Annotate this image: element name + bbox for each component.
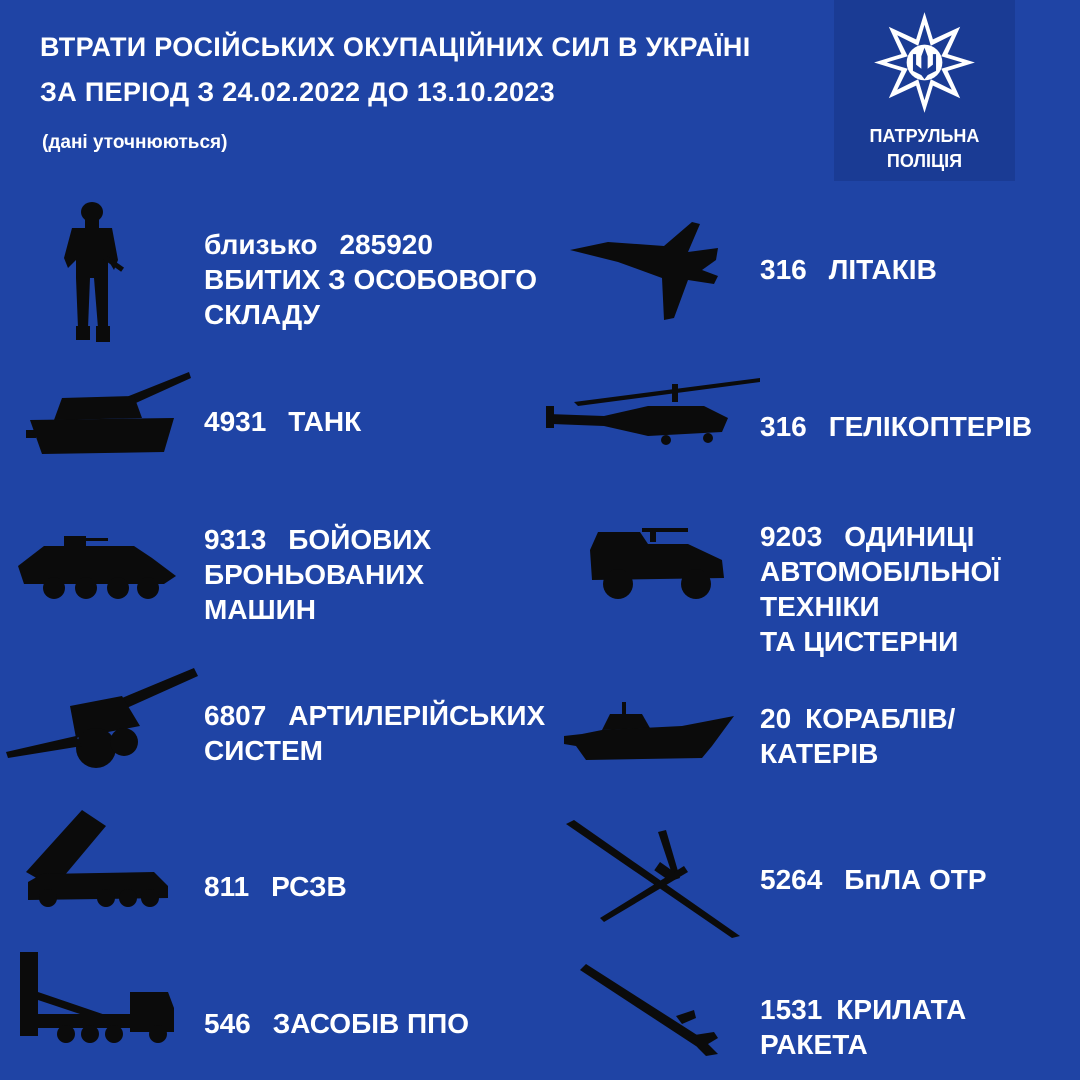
uav-value: 5264 xyxy=(760,864,823,895)
vehicles-value: 9203 xyxy=(760,521,823,552)
aircraft-value: 316 xyxy=(760,254,807,285)
helicopters-text xyxy=(760,409,1032,444)
uav-text xyxy=(760,862,987,897)
cruise-missiles-label-line-2: РАКЕТА xyxy=(760,1029,868,1060)
air-defense-label: ЗАСОБІВ ППО xyxy=(272,1008,470,1039)
mlrs-icon xyxy=(24,806,172,910)
title-line-2: ЗА ПЕРІОД З 24.02.2022 ДО 13.10.2023 xyxy=(40,77,555,107)
vehicles-label-line-2: АВТОМОБІЛЬНОЇ xyxy=(760,556,1001,587)
air-defense-icon xyxy=(18,952,178,1046)
afv-label-line-3: МАШИН xyxy=(204,594,317,625)
ships-label-line-2: КАТЕРІВ xyxy=(760,738,879,769)
tanks-value: 4931 xyxy=(204,406,267,437)
drone-icon xyxy=(564,818,742,940)
howitzer-icon xyxy=(4,666,199,771)
helicopter-icon xyxy=(544,376,762,448)
vehicles-label: ОДИНИЦІ xyxy=(844,521,975,552)
mlrs-label: РСЗВ xyxy=(271,871,347,902)
air-defense-text xyxy=(204,1006,469,1041)
afv-text xyxy=(204,522,431,627)
artillery-label: АРТИЛЕРІЙСЬКИХ xyxy=(288,700,546,731)
aircraft-label: ЛІТАКІВ xyxy=(828,254,937,285)
helicopters-value: 316 xyxy=(760,411,807,442)
ship-icon xyxy=(562,700,736,764)
personnel-label-line-2: ВБИТИХ З ОСОБОВОГО xyxy=(204,264,538,295)
cruise-missiles-label: КРИЛАТА xyxy=(836,994,967,1025)
personnel-text xyxy=(204,227,537,332)
police-star-icon xyxy=(872,10,977,115)
soldier-icon xyxy=(58,200,130,345)
cruise-missiles-value: 1531 xyxy=(760,994,823,1025)
personnel-prefix: близько xyxy=(204,229,318,260)
patrol-police-logo xyxy=(834,0,1015,181)
afv-label: БОЙОВИХ xyxy=(288,524,432,555)
uav-label: БпЛА ОТР xyxy=(844,864,987,895)
ships-label: КОРАБЛІВ/ xyxy=(805,703,956,734)
data-note: (дані уточнюються) xyxy=(42,132,228,153)
logo-text-line-1: ПАТРУЛЬНА xyxy=(869,126,980,146)
ships-value: 20 xyxy=(760,703,792,734)
vehicles-text xyxy=(760,519,1000,659)
aircraft-text xyxy=(760,252,937,287)
vehicles-label-line-4: ТА ЦИСТЕРНИ xyxy=(760,626,959,657)
cruise-missiles-text xyxy=(760,992,966,1062)
jet-icon xyxy=(568,220,720,322)
title-line-1: ВТРАТИ РОСІЙСЬКИХ ОКУПАЦІЙНИХ СИЛ В УКРАЇНІ xyxy=(40,32,751,62)
afv-value: 9313 xyxy=(204,524,267,555)
mlrs-value: 811 xyxy=(204,871,250,902)
tank-icon xyxy=(24,366,192,460)
artillery-text xyxy=(204,698,545,768)
logo-text-line-2: ПОЛІЦІЯ xyxy=(886,151,963,171)
tanks-label: ТАНК xyxy=(288,406,362,437)
air-defense-value: 546 xyxy=(204,1008,251,1039)
afv-label-line-2: БРОНЬОВАНИХ xyxy=(204,559,425,590)
mlrs-text xyxy=(204,869,347,904)
personnel-value: 285920 xyxy=(339,229,433,260)
vehicles-label-line-3: ТЕХНІКИ xyxy=(760,591,880,622)
missile-icon xyxy=(576,962,722,1058)
artillery-value: 6807 xyxy=(204,700,267,731)
ships-text xyxy=(760,701,955,771)
truck-icon xyxy=(588,524,728,602)
personnel-label-line-3: СКЛАДУ xyxy=(204,299,320,330)
tanks-text xyxy=(204,404,361,439)
apc-icon xyxy=(14,532,179,604)
artillery-label-line-2: СИСТЕМ xyxy=(204,735,323,766)
helicopters-label: ГЕЛІКОПТЕРІВ xyxy=(828,411,1033,442)
